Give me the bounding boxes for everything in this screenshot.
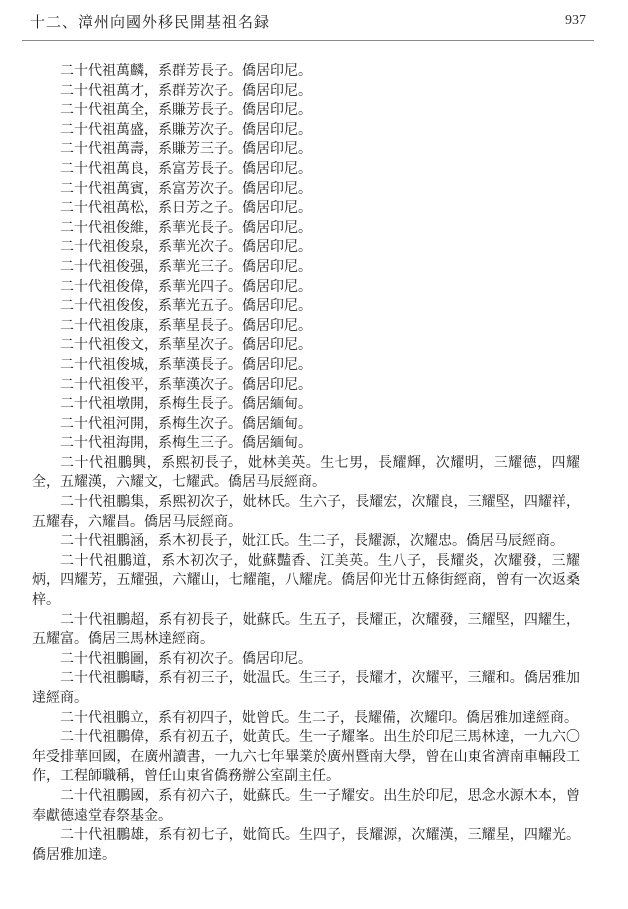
list-item: 二十代祖俊康，系華星長子。僑居印尼。 <box>60 317 312 334</box>
list-item: 二十代祖萬全，系賺芳長子。僑居印尼。 <box>60 102 312 119</box>
list-item: 二十代祖萬良，系富芳長子。僑居印尼。 <box>60 160 312 177</box>
list-item: 二十代祖俊城，系華漢長子。僑居印尼。 <box>60 356 312 373</box>
list-item: 二十代祖俊平，系華漢次子。僑居印尼。 <box>60 376 312 393</box>
list-item: 二十代祖鵬偉，系有初五子，妣黄氏。生一子耀峯。出生於印尼三馬林達，一九六〇年受排華回國，在廣州讀書，一九六七年畢業於廣州暨南大學，曾在山東省濟南車輛段工作，工程師職稱，曾任山東省僑務辦公室副主任。 <box>32 729 580 785</box>
list-item: 二十代祖海開，系梅生三子。僑居緬甸。 <box>60 435 312 452</box>
list-item: 二十代祖鵬國，系有初六子，妣蘇氏。生一子耀安。出生於印尼，思念水源木本，曾奉獻德遠堂春祭基金。 <box>32 787 580 824</box>
list-item: 二十代祖墩開，系梅生長子。僑居緬甸。 <box>60 396 312 413</box>
list-item: 二十代祖俊强，系華光三子。僑居印尼。 <box>60 258 312 275</box>
list-item: 二十代祖俊文，系華星次子。僑居印尼。 <box>60 337 312 354</box>
list-item: 二十代祖萬麟，系群芳長子。僑居印尼。 <box>60 63 312 79</box>
list-item: 二十代祖鵬集，系熙初次子，妣林氏。生六子，長耀宏，次耀良，三耀堅，四耀祥，五耀春，六耀昌。僑居马辰經商。 <box>32 494 580 530</box>
list-item: 二十代祖鵬疇，系有初三子，妣温氏。生三子，長耀才，次耀平，三耀和。僑居雅加達經商。 <box>32 670 580 706</box>
running-header <box>30 6 586 36</box>
list-item: 二十代祖河開，系梅生次子。僑居緬甸。 <box>60 415 312 432</box>
list-item: 二十代祖俊泉，系華光次子。僑居印尼。 <box>60 239 312 256</box>
entry-list <box>32 62 580 865</box>
list-item: 二十代祖俊俊，系華光五子。僑居印尼。 <box>60 298 312 315</box>
list-item: 二十代祖鵬興，系熙初長子，妣林美英。生七男，長耀輝，次耀明，三耀德，四耀全，五耀漢，六耀文，七耀武。僑居马辰經商。 <box>32 454 580 491</box>
list-item: 二十代祖萬才，系群芳次子。僑居印尼。 <box>60 82 312 99</box>
list-item: 二十代祖俊偉，系華光四子。僑居印尼。 <box>60 278 312 295</box>
chapter-title: 十二、漳州向國外移民開基祖名録 <box>30 12 271 31</box>
list-item: 二十代祖鵬涵，系木初長子，妣江氏。生二子，長耀源，次耀忠。僑居马辰經商。 <box>60 533 564 550</box>
list-item: 二十代祖鵬立，系有初四子，妣曾氏。生二子，長耀備，次耀印。僑居雅加達經商。 <box>60 709 578 726</box>
list-item: 二十代祖萬松，系日芳之子。僑居印尼。 <box>60 200 312 217</box>
list-item: 二十代祖萬賓，系富芳次子。僑居印尼。 <box>60 180 312 197</box>
page-number: 937 <box>565 13 586 28</box>
list-item: 二十代祖鵬圖，系有初次子。僑居印尼。 <box>60 650 312 667</box>
list-item: 二十代祖鵬雄，系有初七子，妣简氏。生四子，長耀源，次耀漢，三耀星，四耀光。僑居雅加達。 <box>32 827 580 863</box>
list-item: 二十代祖萬盛，系賺芳次子。僑居印尼。 <box>60 121 312 138</box>
list-item: 二十代祖萬壽，系賺芳三子。僑居印尼。 <box>60 141 312 158</box>
header-rule <box>22 40 594 41</box>
list-item: 二十代祖俊維，系華光長子。僑居印尼。 <box>60 219 312 236</box>
list-item: 二十代祖鵬道，系木初次子，妣蘇豔香、江美英。生八子，長耀炎，次耀發，三耀炳，四耀芳，五耀强，六耀山，七耀龍，八耀虎。僑居仰光廿五條街經商，曾有一次返桑梓。 <box>32 552 580 609</box>
list-item: 二十代祖鵬超，系有初長子，妣蘇氏。生五子，長耀正，次耀發，三耀堅，四耀生，五耀富。僑居三馬林達經商。 <box>32 611 580 648</box>
